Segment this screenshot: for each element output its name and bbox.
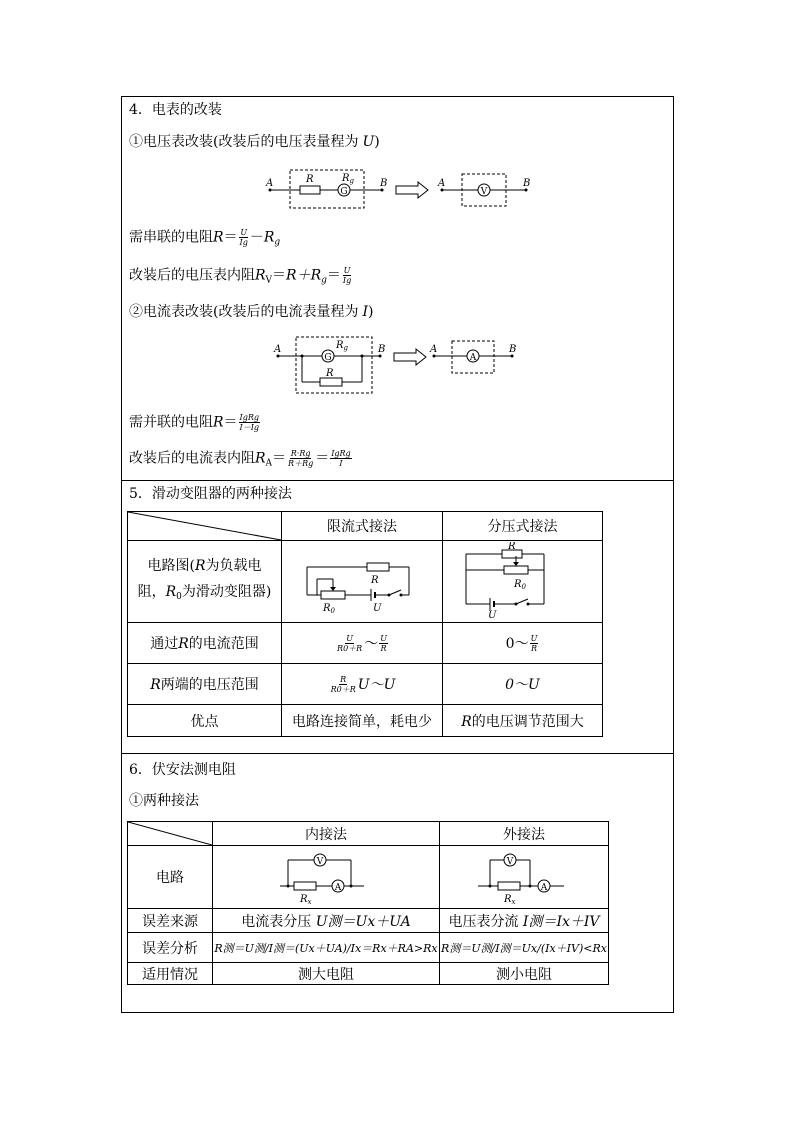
table-row bbox=[128, 623, 603, 664]
svg-text:A: A bbox=[430, 344, 438, 355]
external-error-analysis: R测＝U测/I测＝Ux/(Ix＋IV)<Rx bbox=[440, 933, 609, 963]
divider-advantage: R的电压调节范围大 bbox=[443, 705, 603, 737]
svg-text:B: B bbox=[380, 178, 388, 189]
internal-circuit-diagram bbox=[276, 846, 376, 904]
svg-text:Rg: $R_g$ bbox=[342, 173, 355, 185]
external-error-source: 电压表分流 I测＝Ix＋IV bbox=[440, 909, 609, 933]
svg-text:A: A bbox=[469, 353, 477, 363]
svg-text:U: U bbox=[373, 602, 382, 614]
svg-text:R: R bbox=[371, 574, 379, 586]
row-label-error-analysis: 误差分析 bbox=[128, 933, 213, 963]
limiting-circuit-diagram bbox=[297, 545, 427, 615]
ammeter-intro: ②电流表改装(改装后的电流表量程为 I) bbox=[129, 304, 374, 320]
svg-text:B: B bbox=[509, 344, 517, 355]
svg-text:G: G bbox=[340, 187, 348, 197]
svg-text:G: G bbox=[324, 353, 332, 363]
svg-text:R0: $R_0$ bbox=[513, 578, 526, 591]
col-header-voltage-divider: 分压式接法 bbox=[443, 512, 603, 541]
svg-text:R: R bbox=[507, 541, 516, 552]
series-resistance-formula: 需串联的电阻R＝ $\frac{U}{Ig}$ $-R_g$ bbox=[129, 228, 281, 248]
voltammetry-table bbox=[127, 821, 609, 985]
voltmeter-intro: ①电压表改装(改装后的电压表量程为 U) bbox=[129, 134, 380, 150]
col-header-external: 外接法 bbox=[440, 822, 609, 846]
divider-current-range: 0～ $\frac{U}{R}$ bbox=[443, 623, 603, 664]
section4-heading: 4．电表的改装 bbox=[129, 102, 222, 118]
rheostat-table bbox=[127, 511, 603, 737]
table-row bbox=[128, 846, 609, 909]
row-label-error-source: 误差来源 bbox=[128, 909, 213, 933]
ammeter-internal-resistance: 改装后的电流表内阻$R_A=$ $\frac{R\cdot Rg}{R+Rg}$ ＝ $\frac{\text{IgRg}}{I}$ bbox=[129, 449, 351, 469]
diagonal-line bbox=[128, 822, 212, 845]
svg-text:V: V bbox=[316, 857, 324, 867]
table-header-row bbox=[128, 512, 603, 541]
table-row bbox=[128, 541, 603, 623]
table-row bbox=[128, 933, 609, 963]
table-row bbox=[128, 705, 603, 737]
divider-5-6 bbox=[121, 753, 674, 754]
diagonal-corner-cell bbox=[128, 512, 282, 541]
section6-subheading: ①两种接法 bbox=[129, 793, 199, 809]
row-label-advantage: 优点 bbox=[128, 705, 282, 737]
voltmeter-internal-resistance: 改装后的电压表内阻$R_V=R+R_g=$ $\frac{U}{Ig}$ bbox=[129, 266, 352, 286]
table-row bbox=[128, 664, 603, 705]
svg-text:Rx: $R_x$ bbox=[504, 894, 516, 904]
svg-text:A: A bbox=[540, 883, 548, 893]
row-label-voltage: R两端的电压范围 bbox=[128, 664, 282, 705]
diagonal-line bbox=[128, 512, 281, 540]
svg-text:Rx: $R_x$ bbox=[300, 894, 312, 904]
svg-text:V: V bbox=[506, 857, 514, 867]
svg-text:R: R bbox=[306, 174, 314, 185]
row-label-current: 通过R的电流范围 bbox=[128, 623, 282, 664]
svg-text:R: R bbox=[326, 368, 334, 379]
col-header-current-limiting: 限流式接法 bbox=[282, 512, 443, 541]
limiting-voltage-range: $\frac{R}{R0+R}$ U～U bbox=[282, 664, 443, 705]
section6-heading: 6．伏安法测电阻 bbox=[129, 762, 236, 778]
parallel-resistance-formula: 需并联的电阻R＝ $\frac{\text{IgRg}}{I-Ig}$ bbox=[129, 413, 259, 432]
internal-error-source: 电流表分压 U测＝Ux＋UA bbox=[213, 909, 440, 933]
svg-text:R0: $R_0$ bbox=[323, 602, 335, 615]
divider-voltage-range: 0～U bbox=[443, 664, 603, 705]
svg-text:B: B bbox=[378, 344, 386, 355]
external-circuit-cell bbox=[440, 846, 609, 909]
divider-circuit-diagram bbox=[458, 542, 588, 618]
svg-text:B: B bbox=[523, 178, 531, 189]
col-header-internal: 内接法 bbox=[213, 822, 440, 846]
svg-text:A: A bbox=[334, 883, 342, 893]
svg-text:V: V bbox=[480, 187, 488, 197]
internal-usage: 测大电阻 bbox=[213, 963, 440, 985]
table-header-row bbox=[128, 822, 609, 846]
row-label-usage: 适用情况 bbox=[128, 963, 213, 985]
row-label-circuit: 电路图(R为负载电 阻，$R_0$为滑动变阻器) bbox=[128, 541, 282, 623]
svg-text:A: A bbox=[274, 344, 282, 355]
internal-error-analysis: R测＝U测/I测＝(Ux＋UA)/Ix＝Rx＋RA>Rx bbox=[213, 933, 440, 963]
svg-text:A: A bbox=[266, 178, 274, 189]
ammeter-conversion-diagram bbox=[268, 334, 528, 396]
voltmeter-conversion-diagram bbox=[260, 166, 540, 214]
divider-circuit-cell bbox=[443, 541, 603, 623]
external-usage: 测小电阻 bbox=[440, 963, 609, 985]
svg-text:A: A bbox=[438, 178, 446, 189]
diagonal-corner-cell bbox=[128, 822, 213, 846]
row-label-circuit: 电路 bbox=[128, 846, 213, 909]
limiting-circuit-cell bbox=[282, 541, 443, 623]
divider-4-5 bbox=[121, 480, 674, 481]
svg-text:Rg: $R_g$ bbox=[336, 340, 349, 352]
table-row bbox=[128, 909, 609, 933]
table-row bbox=[128, 963, 609, 985]
internal-circuit-cell bbox=[213, 846, 440, 909]
svg-text:U: U bbox=[487, 609, 496, 618]
external-circuit-diagram bbox=[474, 846, 574, 904]
limiting-current-range: $\frac{U}{R0+R}$ ～ $\frac{U}{R}$ bbox=[282, 623, 443, 664]
section5-heading: 5．滑动变阻器的两种接法 bbox=[129, 486, 292, 502]
limiting-advantage: 电路连接简单，耗电少 bbox=[282, 705, 443, 737]
